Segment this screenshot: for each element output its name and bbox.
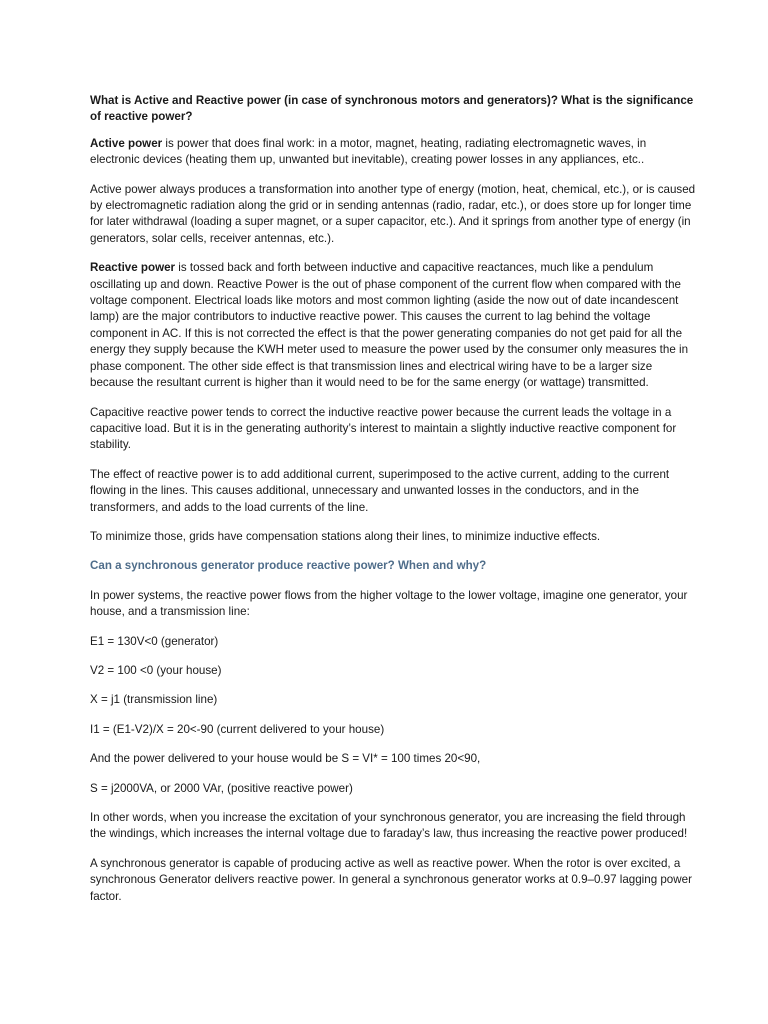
paragraph-excitation: In other words, when you increase the excitation of your synchronous generator, you are increasing the field through the windings, which increases the internal voltage due to faraday’s law, thus increasing the reactive power produced! <box>90 811 688 841</box>
reactive-power-text: is tossed back and forth between inductive and capacitive reactances, much like a pendulum oscillating up and down. Reactive Power is the out of phase component of the current flow when compared with the voltage component. Electrical loads like motors and most common lighting (aside the now out of date incandescent lamp) are the major contributors to inductive reactive power. This causes the current to lag behind the voltage component in AC. If this is not corrected the effect is that the power generating companies do not get paid for all the energy they supply because the KWH meter used to measure the power used by the consumer only measures the in phase component. The other side effect is that transmission lines and electrical wiring have to be a larger size because the resultant current is higher than it would need to be for the same energy (or wattage) transmitted. <box>90 261 689 390</box>
paragraph-effect: The effect of reactive power is to add additional current, superimposed to the active current, adding to the current flowing in the lines. This causes additional, unnecessary and unwanted losses in the conductors, and in the transformers, and adds to the load currents of the line. <box>90 467 670 514</box>
paragraph-active-power-2: Active power always produces a transformation into another type of energy (motion, heat, chemical, etc.), or is caused by electromagnetic radiation along the grid or in sending antennas (radio, radar, etc.), or does store up for longer time for later withdrawal (loading a super magnet, or a super capacitor, etc.). And it springs from another type of energy (in generators, solar cells, receiver antennas, etc.). <box>90 182 696 245</box>
equation-e1: E1 = 130V<0 (generator) <box>90 634 219 648</box>
paragraph-capacitive: Capacitive reactive power tends to correct the inductive reactive power because the current leads the voltage in a capacitive load. But it is in the generating authority’s interest to maintain a slightly inductive reactive component for stability. <box>90 405 677 452</box>
term-active-power: Active power <box>90 136 163 150</box>
equation-power-delivered: And the power delivered to your house would be S = VI* = 100 times 20<90, <box>90 752 481 766</box>
document-heading: What is Active and Reactive power (in case of synchronous motors and generators)? What is the significance of reactive power? <box>90 94 694 124</box>
section-subheading: Can a synchronous generator produce reactive power? When and why? <box>90 559 487 573</box>
paragraph-reactive-power <box>90 260 698 391</box>
equation-i1: I1 = (E1-V2)/X = 20<-90 (current delivered to your house) <box>90 722 385 736</box>
paragraph-active-power <box>90 136 698 169</box>
paragraph-synchronous-generator: A synchronous generator is capable of producing active as well as reactive power. When the rotor is over excited, a synchronous Generator delivers reactive power. In general a synchronous generator works at 0.9–0.97 lagging power factor. <box>90 856 692 903</box>
equation-x: X = j1 (transmission line) <box>90 693 218 707</box>
paragraph-power-systems: In power systems, the reactive power flows from the higher voltage to the lower voltage, imagine one generator, your house, and a transmission line: <box>90 588 688 619</box>
equation-s: S = j2000VA, or 2000 VAr, (positive reactive power) <box>90 781 353 795</box>
term-reactive-power: Reactive power <box>90 261 176 275</box>
equation-v2: V2 = 100 <0 (your house) <box>90 663 222 677</box>
active-power-text: is power that does final work: in a motor, magnet, heating, radiating electromagnetic waves, in electronic devices (heating them up, unwanted but inevitable), creating power losses in any appliances, etc.. <box>90 136 647 167</box>
paragraph-minimize: To minimize those, grids have compensation stations along their lines, to minimize inductive effects. <box>90 529 601 543</box>
